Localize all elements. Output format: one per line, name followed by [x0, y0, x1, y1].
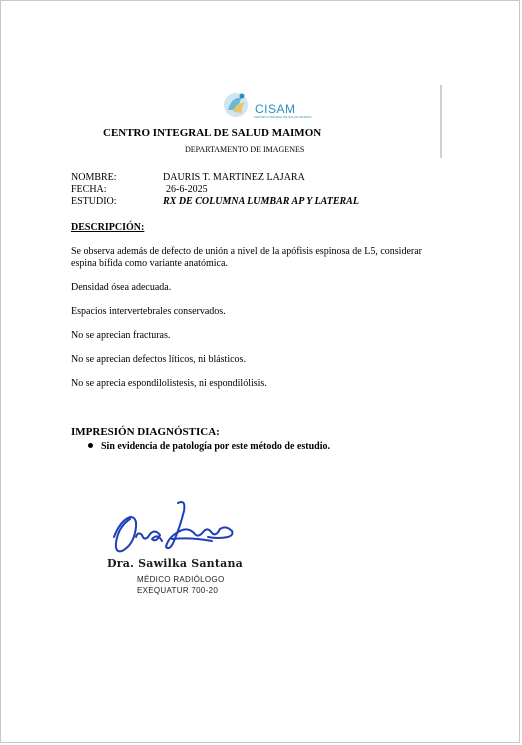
bullet-icon — [88, 443, 93, 448]
finding-paragraph: Se observa además de defecto de unión a nivel de la apófisis espinosa de L5, considerar espina bífida como variante anatómica. — [71, 246, 422, 269]
impression-item — [88, 441, 330, 452]
department-name: DEPARTAMENTO DE IMAGENES — [185, 145, 305, 154]
date-label: FECHA: — [71, 184, 107, 195]
finding-paragraph: Densidad ósea adecuada. — [71, 282, 172, 293]
logo-text: CISAM — [255, 102, 296, 116]
impression-title: IMPRESIÓN DIAGNÓSTICA: — [71, 426, 220, 438]
finding-paragraph: Espacios intervertebrales conservados. — [71, 306, 226, 317]
margin-rule — [440, 85, 442, 158]
handwritten-signature — [108, 497, 240, 559]
study-label: ESTUDIO: — [71, 196, 117, 207]
study-name: RX DE COLUMNA LUMBAR AP Y LATERAL — [163, 196, 359, 207]
finding-paragraph: No se aprecia espondilolistesis, ni espondilólisis. — [71, 378, 267, 389]
description-title: DESCRIPCIÓN: — [71, 222, 145, 233]
doctor-title: MÉDICO RADIÓLOGO — [137, 575, 225, 584]
doctor-name: Dra. Sawilka Santana — [107, 557, 243, 570]
doctor-license: EXEQUATUR 700-20 — [137, 586, 219, 595]
study-date: 26-6-2025 — [166, 184, 208, 195]
finding-paragraph: No se aprecian fracturas. — [71, 330, 171, 341]
logo-subtitle: CENTRO INTEGRAL DE SALUD MAIMON — [254, 115, 312, 119]
name-label: NOMBRE: — [71, 172, 117, 183]
impression-text: Sin evidencia de patología por este método de estudio. — [101, 441, 330, 452]
finding-paragraph: No se aprecian defectos líticos, ni blásticos. — [71, 354, 246, 365]
center-name: CENTRO INTEGRAL DE SALUD MAIMON — [103, 127, 322, 139]
patient-name: DAURIS T. MARTINEZ LAJARA — [163, 172, 305, 183]
